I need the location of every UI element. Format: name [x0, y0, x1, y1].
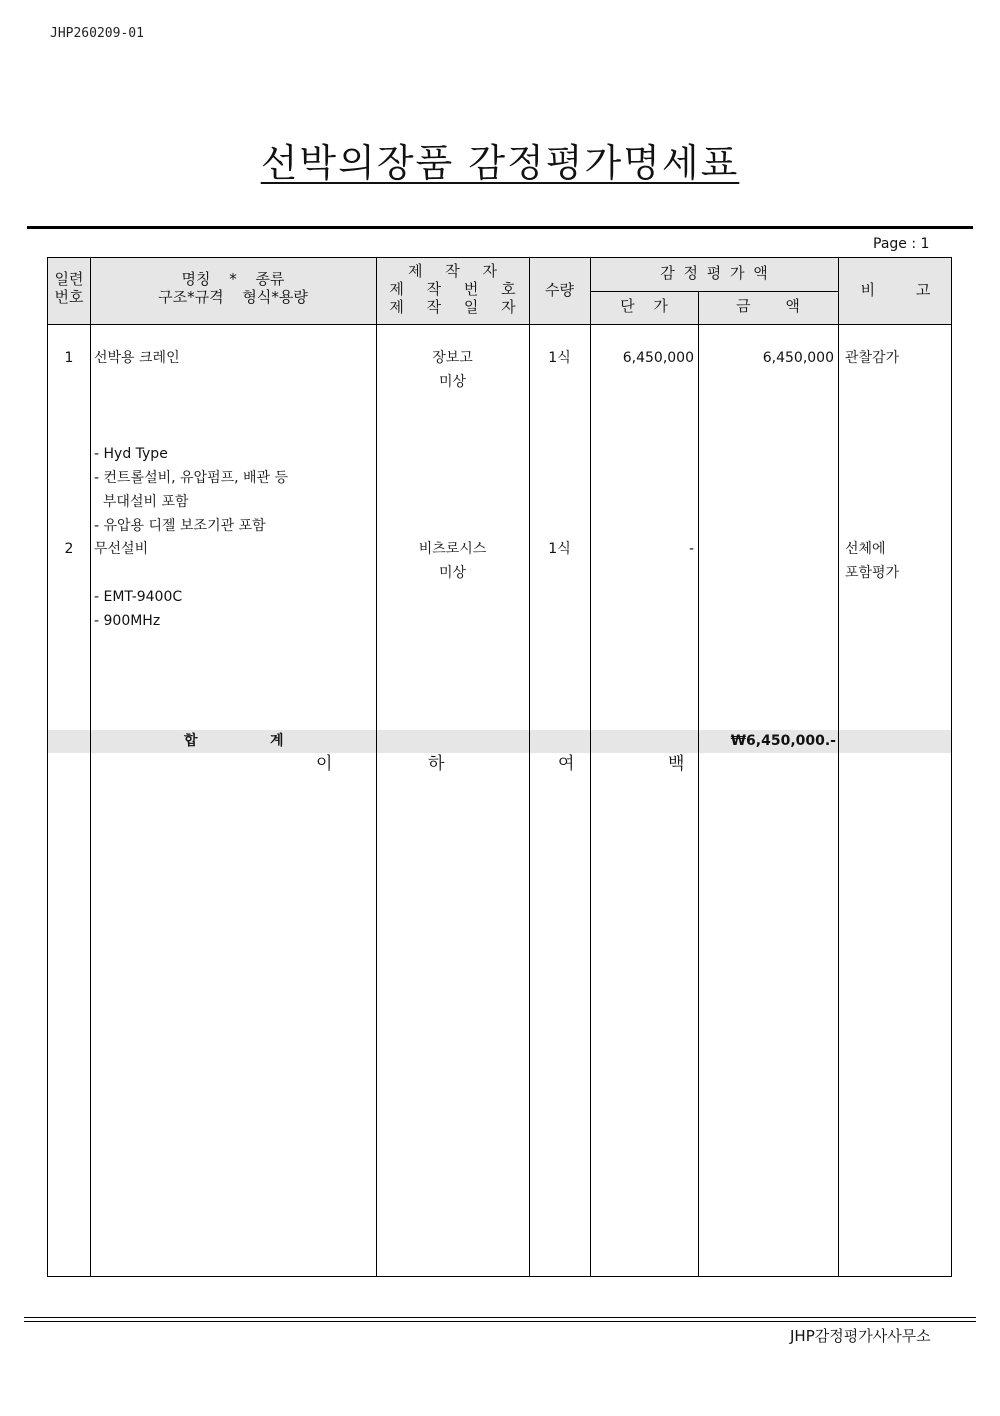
closing-word-1: 이: [316, 754, 333, 774]
header-name: 명칭 * 종류 구조*규격 형식*용량: [158, 270, 308, 306]
row-1-amount: 6,450,000: [762, 350, 834, 366]
page-title: 선박의장품 감정평가명세표: [260, 141, 740, 185]
total-label-right: 계: [270, 733, 284, 749]
row-1-no: 1: [64, 350, 74, 366]
row-2-specs: - EMT-9400C - 900MHz: [94, 589, 183, 629]
closing-word-3: 여: [558, 754, 575, 774]
row-1-name: 선박용 크레인: [94, 350, 180, 366]
row-1-remark: 관찰감가: [845, 350, 900, 366]
page-number: Page : 1: [873, 236, 930, 252]
total-amount: ₩6,450,000.-: [730, 733, 836, 749]
footer-divider-top: [24, 1317, 976, 1318]
row-1-maker: 장보고 미상: [432, 350, 473, 390]
row-1-specs: - Hyd Type - 컨트롤설비, 유압펌프, 배관 등 부대설비 포함 - 유압용 디젤 보조기관 포함: [94, 446, 289, 534]
header-appraisal: 감 정 평 가 액: [660, 264, 768, 282]
header-qty: 수량: [545, 281, 574, 299]
header-amount: 금 액: [736, 297, 800, 315]
closing-word-4: 백: [668, 754, 685, 774]
document-id: JHP260209-01: [50, 26, 144, 41]
header-no: 일련 번호: [54, 270, 84, 306]
header-remark: 비 고: [860, 281, 931, 299]
row-1-qty: 1식: [548, 350, 571, 366]
row-2-unit-price: -: [688, 541, 694, 557]
header-unit-price: 단 가: [620, 297, 668, 315]
row-1-unit-price: 6,450,000: [622, 350, 694, 366]
closing-word-2: 하: [428, 754, 445, 774]
row-2-name: 무선설비: [94, 541, 149, 557]
appraisal-table: [47, 257, 952, 1277]
row-2-remark: 선체에 포함평가: [845, 541, 900, 581]
divider: [27, 226, 973, 229]
header-maker: 제 작 자 제 작 번 호 제 작 일 자: [389, 262, 516, 316]
total-label-left: 합: [184, 733, 198, 749]
row-2-no: 2: [64, 541, 74, 557]
row-2-maker: 비츠로시스 미상: [418, 541, 487, 581]
row-2-qty: 1식: [548, 541, 571, 557]
footer-office-name: JHP감정평가사사무소: [790, 1327, 931, 1345]
footer-divider-bottom: [24, 1321, 976, 1322]
